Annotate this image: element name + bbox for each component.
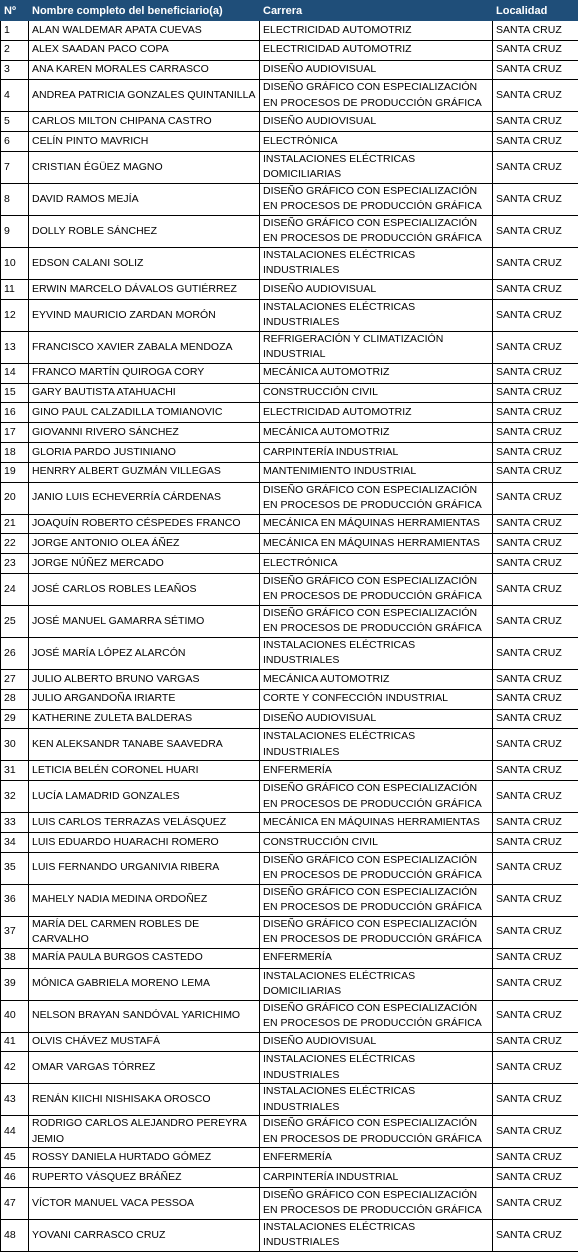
beneficiary-name: EDSON CALANI SOLIZ	[29, 247, 260, 279]
row-number: 30	[1, 729, 29, 761]
career-name: ELECTRÓNICA	[260, 554, 493, 574]
table-row	[1, 40, 578, 60]
beneficiary-name: JOSÉ MANUEL GAMARRA SÉTIMO	[29, 605, 260, 637]
career-name: CARPINTERÍA INDUSTRIAL	[260, 442, 493, 462]
location-name: SANTA CRUZ	[493, 1187, 578, 1219]
row-number: 21	[1, 514, 29, 534]
table-row	[1, 299, 578, 331]
career-name: INSTALACIONES ELÉCTRICAS INDUSTRIALES	[260, 1219, 493, 1251]
career-name: INSTALACIONES ELÉCTRICAS INDUSTRIALES	[260, 247, 493, 279]
table-row	[1, 462, 578, 482]
location-name: SANTA CRUZ	[493, 637, 578, 669]
beneficiary-name: JOAQUÍN ROBERTO CÉSPEDES FRANCO	[29, 514, 260, 534]
table-row	[1, 729, 578, 761]
career-name: ELECTRICIDAD AUTOMOTRIZ	[260, 21, 493, 41]
beneficiary-name: OLVIS CHÁVEZ MUSTAFÁ	[29, 1032, 260, 1052]
beneficiary-name: VÍCTOR MANUEL VACA PESSOA	[29, 1187, 260, 1219]
location-name: SANTA CRUZ	[493, 729, 578, 761]
row-number: 17	[1, 423, 29, 443]
row-number: 4	[1, 80, 29, 112]
table-row	[1, 554, 578, 574]
table-row	[1, 534, 578, 554]
beneficiary-name: MARÍA PAULA BURGOS CASTEDO	[29, 948, 260, 968]
row-number: 36	[1, 884, 29, 916]
beneficiary-name: ALEX SAADAN PACO COPA	[29, 40, 260, 60]
row-number: 47	[1, 1187, 29, 1219]
row-number: 44	[1, 1116, 29, 1148]
table-row	[1, 215, 578, 247]
beneficiary-name: JORGE ANTONIO OLEA ÁÑEZ	[29, 534, 260, 554]
table-row	[1, 363, 578, 383]
table-row	[1, 689, 578, 709]
row-number: 14	[1, 363, 29, 383]
career-name: ENFERMERÍA	[260, 1148, 493, 1168]
location-name: SANTA CRUZ	[493, 132, 578, 152]
career-name: MECÁNICA EN MÁQUINAS HERRAMIENTAS	[260, 534, 493, 554]
beneficiary-name: RENÁN KIICHI NISHISAKA OROSCO	[29, 1084, 260, 1116]
table-row	[1, 1052, 578, 1084]
table-row	[1, 1032, 578, 1052]
career-name: DISEÑO GRÁFICO CON ESPECIALIZACIÓN EN PROCESOS DE PRODUCCIÓN GRÁFICA	[260, 573, 493, 605]
career-name: MECÁNICA AUTOMOTRIZ	[260, 669, 493, 689]
row-number: 5	[1, 112, 29, 132]
beneficiary-name: MAHELY NADIA MEDINA ORDOÑEZ	[29, 884, 260, 916]
table-row	[1, 948, 578, 968]
header-name: Nombre completo del beneficiario(a)	[29, 1, 260, 21]
location-name: SANTA CRUZ	[493, 40, 578, 60]
row-number: 46	[1, 1168, 29, 1188]
location-name: SANTA CRUZ	[493, 916, 578, 948]
location-name: SANTA CRUZ	[493, 299, 578, 331]
beneficiary-name: ANA KAREN MORALES CARRASCO	[29, 60, 260, 80]
career-name: ELECTRÓNICA	[260, 132, 493, 152]
row-number: 25	[1, 605, 29, 637]
location-name: SANTA CRUZ	[493, 279, 578, 299]
location-name: SANTA CRUZ	[493, 781, 578, 813]
row-number: 29	[1, 709, 29, 729]
location-name: SANTA CRUZ	[493, 403, 578, 423]
table-row	[1, 183, 578, 215]
row-number: 38	[1, 948, 29, 968]
location-name: SANTA CRUZ	[493, 813, 578, 833]
career-name: INSTALACIONES ELÉCTRICAS INDUSTRIALES	[260, 1084, 493, 1116]
row-number: 45	[1, 1148, 29, 1168]
location-name: SANTA CRUZ	[493, 1000, 578, 1032]
career-name: DISEÑO GRÁFICO CON ESPECIALIZACIÓN EN PROCESOS DE PRODUCCIÓN GRÁFICA	[260, 916, 493, 948]
location-name: SANTA CRUZ	[493, 534, 578, 554]
location-name: SANTA CRUZ	[493, 761, 578, 781]
career-name: DISEÑO AUDIOVISUAL	[260, 279, 493, 299]
beneficiary-name: HENRRY ALBERT GUZMÁN VILLEGAS	[29, 462, 260, 482]
career-name: CORTE Y CONFECCIÓN INDUSTRIAL	[260, 689, 493, 709]
beneficiary-name: JOSÉ CARLOS ROBLES LEAÑOS	[29, 573, 260, 605]
career-name: ENFERMERÍA	[260, 948, 493, 968]
beneficiary-name: LETICIA BELÉN CORONEL HUARI	[29, 761, 260, 781]
career-name: ENFERMERÍA	[260, 761, 493, 781]
location-name: SANTA CRUZ	[493, 605, 578, 637]
career-name: CONSTRUCCIÓN CIVIL	[260, 383, 493, 403]
location-name: SANTA CRUZ	[493, 1052, 578, 1084]
career-name: DISEÑO GRÁFICO CON ESPECIALIZACIÓN EN PROCESOS DE PRODUCCIÓN GRÁFICA	[260, 1187, 493, 1219]
location-name: SANTA CRUZ	[493, 383, 578, 403]
beneficiary-name: GLORIA PARDO JUSTINIANO	[29, 442, 260, 462]
table-row	[1, 1084, 578, 1116]
table-row	[1, 916, 578, 948]
header-number: Nº	[1, 1, 29, 21]
row-number: 35	[1, 852, 29, 884]
row-number: 34	[1, 832, 29, 852]
table-row	[1, 884, 578, 916]
career-name: INSTALACIONES ELÉCTRICAS INDUSTRIALES	[260, 729, 493, 761]
location-name: SANTA CRUZ	[493, 1168, 578, 1188]
beneficiary-name: KEN ALEKSANDR TANABE SAAVEDRA	[29, 729, 260, 761]
location-name: SANTA CRUZ	[493, 331, 578, 363]
row-number: 9	[1, 215, 29, 247]
row-number: 20	[1, 482, 29, 514]
table-row	[1, 1168, 578, 1188]
career-name: DISEÑO GRÁFICO CON ESPECIALIZACIÓN EN PROCESOS DE PRODUCCIÓN GRÁFICA	[260, 1116, 493, 1148]
table-row	[1, 21, 578, 41]
table-row	[1, 605, 578, 637]
row-number: 32	[1, 781, 29, 813]
career-name: MANTENIMIENTO INDUSTRIAL	[260, 462, 493, 482]
career-name: CARPINTERÍA INDUSTRIAL	[260, 1168, 493, 1188]
table-row	[1, 832, 578, 852]
location-name: SANTA CRUZ	[493, 247, 578, 279]
beneficiary-name: GARY BAUTISTA ATAHUACHI	[29, 383, 260, 403]
career-name: MECÁNICA AUTOMOTRIZ	[260, 363, 493, 383]
row-number: 42	[1, 1052, 29, 1084]
location-name: SANTA CRUZ	[493, 1084, 578, 1116]
career-name: DISEÑO GRÁFICO CON ESPECIALIZACIÓN EN PROCESOS DE PRODUCCIÓN GRÁFICA	[260, 1000, 493, 1032]
location-name: SANTA CRUZ	[493, 514, 578, 534]
table-row	[1, 709, 578, 729]
table-row	[1, 1000, 578, 1032]
header-row	[1, 1, 578, 21]
table-body	[1, 21, 578, 1252]
beneficiary-name: JULIO ALBERTO BRUNO VARGAS	[29, 669, 260, 689]
row-number: 27	[1, 669, 29, 689]
career-name: INSTALACIONES ELÉCTRICAS INDUSTRIALES	[260, 637, 493, 669]
header-location: Localidad	[493, 1, 578, 21]
row-number: 15	[1, 383, 29, 403]
beneficiary-name: JORGE NÚÑEZ MERCADO	[29, 554, 260, 574]
career-name: INSTALACIONES ELÉCTRICAS DOMICILIARIAS	[260, 968, 493, 1000]
location-name: SANTA CRUZ	[493, 482, 578, 514]
row-number: 48	[1, 1219, 29, 1251]
table-row	[1, 813, 578, 833]
table-row	[1, 514, 578, 534]
row-number: 22	[1, 534, 29, 554]
location-name: SANTA CRUZ	[493, 1032, 578, 1052]
beneficiary-name: OMAR VARGAS TÓRREZ	[29, 1052, 260, 1084]
career-name: DISEÑO GRÁFICO CON ESPECIALIZACIÓN EN PROCESOS DE PRODUCCIÓN GRÁFICA	[260, 781, 493, 813]
row-number: 11	[1, 279, 29, 299]
table-row	[1, 1187, 578, 1219]
beneficiary-name: ANDREA PATRICIA GONZALES QUINTANILLA	[29, 80, 260, 112]
beneficiary-name: ALAN WALDEMAR APATA CUEVAS	[29, 21, 260, 41]
beneficiary-name: JULIO ARGANDOÑA IRIARTE	[29, 689, 260, 709]
row-number: 26	[1, 637, 29, 669]
beneficiary-name: LUIS CARLOS TERRAZAS VELÁSQUEZ	[29, 813, 260, 833]
table-row	[1, 852, 578, 884]
beneficiary-name: MÓNICA GABRIELA MORENO LEMA	[29, 968, 260, 1000]
row-number: 7	[1, 151, 29, 183]
career-name: DISEÑO GRÁFICO CON ESPECIALIZACIÓN EN PROCESOS DE PRODUCCIÓN GRÁFICA	[260, 605, 493, 637]
beneficiary-name: CRISTIAN ÉGÜEZ MAGNO	[29, 151, 260, 183]
table-row	[1, 968, 578, 1000]
location-name: SANTA CRUZ	[493, 442, 578, 462]
row-number: 31	[1, 761, 29, 781]
beneficiary-name: GIOVANNI RIVERO SÁNCHEZ	[29, 423, 260, 443]
career-name: DISEÑO AUDIOVISUAL	[260, 1032, 493, 1052]
row-number: 23	[1, 554, 29, 574]
career-name: MECÁNICA EN MÁQUINAS HERRAMIENTAS	[260, 514, 493, 534]
beneficiary-name: CELÍN PINTO MAVRICH	[29, 132, 260, 152]
beneficiary-name: LUCÍA LAMADRID GONZALES	[29, 781, 260, 813]
table-row	[1, 482, 578, 514]
location-name: SANTA CRUZ	[493, 669, 578, 689]
location-name: SANTA CRUZ	[493, 423, 578, 443]
table-row	[1, 331, 578, 363]
beneficiary-name: FRANCO MARTÍN QUIROGA CORY	[29, 363, 260, 383]
row-number: 8	[1, 183, 29, 215]
table-row	[1, 637, 578, 669]
location-name: SANTA CRUZ	[493, 183, 578, 215]
career-name: DISEÑO AUDIOVISUAL	[260, 60, 493, 80]
beneficiary-name: LUIS EDUARDO HUARACHI ROMERO	[29, 832, 260, 852]
location-name: SANTA CRUZ	[493, 1116, 578, 1148]
row-number: 2	[1, 40, 29, 60]
table-row	[1, 669, 578, 689]
beneficiary-name: DAVID RAMOS MEJÍA	[29, 183, 260, 215]
beneficiary-name: NELSON BRAYAN SANDÓVAL YARICHIMO	[29, 1000, 260, 1032]
career-name: INSTALACIONES ELÉCTRICAS DOMICILIARIAS	[260, 151, 493, 183]
location-name: SANTA CRUZ	[493, 554, 578, 574]
career-name: MECÁNICA EN MÁQUINAS HERRAMIENTAS	[260, 813, 493, 833]
location-name: SANTA CRUZ	[493, 832, 578, 852]
career-name: DISEÑO GRÁFICO CON ESPECIALIZACIÓN EN PROCESOS DE PRODUCCIÓN GRÁFICA	[260, 80, 493, 112]
location-name: SANTA CRUZ	[493, 1219, 578, 1251]
table-row	[1, 423, 578, 443]
beneficiary-name: LUIS FERNANDO URGANIVIA RIBERA	[29, 852, 260, 884]
beneficiary-name: FRANCISCO XAVIER ZABALA MENDOZA	[29, 331, 260, 363]
career-name: MECÁNICA AUTOMOTRIZ	[260, 423, 493, 443]
row-number: 10	[1, 247, 29, 279]
location-name: SANTA CRUZ	[493, 968, 578, 1000]
location-name: SANTA CRUZ	[493, 884, 578, 916]
beneficiary-name: ROSSY DANIELA HURTADO GÓMEZ	[29, 1148, 260, 1168]
location-name: SANTA CRUZ	[493, 21, 578, 41]
career-name: DISEÑO GRÁFICO CON ESPECIALIZACIÓN EN PROCESOS DE PRODUCCIÓN GRÁFICA	[260, 884, 493, 916]
location-name: SANTA CRUZ	[493, 363, 578, 383]
header-career: Carrera	[260, 1, 493, 21]
location-name: SANTA CRUZ	[493, 948, 578, 968]
table-row	[1, 1116, 578, 1148]
row-number: 13	[1, 331, 29, 363]
career-name: CONSTRUCCIÓN CIVIL	[260, 832, 493, 852]
row-number: 3	[1, 60, 29, 80]
beneficiary-name: CARLOS MILTON CHIPANA CASTRO	[29, 112, 260, 132]
career-name: DISEÑO GRÁFICO CON ESPECIALIZACIÓN EN PROCESOS DE PRODUCCIÓN GRÁFICA	[260, 215, 493, 247]
row-number: 41	[1, 1032, 29, 1052]
row-number: 24	[1, 573, 29, 605]
location-name: SANTA CRUZ	[493, 709, 578, 729]
career-name: DISEÑO GRÁFICO CON ESPECIALIZACIÓN EN PROCESOS DE PRODUCCIÓN GRÁFICA	[260, 482, 493, 514]
career-name: ELECTRICIDAD AUTOMOTRIZ	[260, 40, 493, 60]
row-number: 19	[1, 462, 29, 482]
beneficiary-name: RODRIGO CARLOS ALEJANDRO PEREYRA JEMIO	[29, 1116, 260, 1148]
beneficiary-name: JOSÉ MARÍA LÓPEZ ALARCÓN	[29, 637, 260, 669]
career-name: INSTALACIONES ELÉCTRICAS INDUSTRIALES	[260, 299, 493, 331]
location-name: SANTA CRUZ	[493, 462, 578, 482]
table-row	[1, 761, 578, 781]
table-row	[1, 383, 578, 403]
location-name: SANTA CRUZ	[493, 151, 578, 183]
location-name: SANTA CRUZ	[493, 1148, 578, 1168]
location-name: SANTA CRUZ	[493, 689, 578, 709]
table-row	[1, 132, 578, 152]
career-name: DISEÑO AUDIOVISUAL	[260, 112, 493, 132]
career-name: DISEÑO AUDIOVISUAL	[260, 709, 493, 729]
location-name: SANTA CRUZ	[493, 112, 578, 132]
row-number: 16	[1, 403, 29, 423]
career-name: ELECTRICIDAD AUTOMOTRIZ	[260, 403, 493, 423]
row-number: 6	[1, 132, 29, 152]
table-row	[1, 60, 578, 80]
row-number: 37	[1, 916, 29, 948]
row-number: 18	[1, 442, 29, 462]
beneficiary-name: RUPERTO VÁSQUEZ BRÁÑEZ	[29, 1168, 260, 1188]
location-name: SANTA CRUZ	[493, 80, 578, 112]
beneficiary-name: YOVANI CARRASCO CRUZ	[29, 1219, 260, 1251]
row-number: 28	[1, 689, 29, 709]
beneficiary-name: MARÍA DEL CARMEN ROBLES DE CARVALHO	[29, 916, 260, 948]
table-row	[1, 442, 578, 462]
career-name: INSTALACIONES ELÉCTRICAS INDUSTRIALES	[260, 1052, 493, 1084]
career-name: DISEÑO GRÁFICO CON ESPECIALIZACIÓN EN PROCESOS DE PRODUCCIÓN GRÁFICA	[260, 183, 493, 215]
beneficiary-name: ERWIN MARCELO DÁVALOS GUTIÉRREZ	[29, 279, 260, 299]
row-number: 12	[1, 299, 29, 331]
beneficiary-name: JANIO LUIS ECHEVERRÍA CÁRDENAS	[29, 482, 260, 514]
beneficiary-name: KATHERINE ZULETA BALDERAS	[29, 709, 260, 729]
row-number: 40	[1, 1000, 29, 1032]
location-name: SANTA CRUZ	[493, 60, 578, 80]
beneficiary-name: GINO PAUL CALZADILLA TOMIANOVIC	[29, 403, 260, 423]
table-row	[1, 112, 578, 132]
career-name: DISEÑO GRÁFICO CON ESPECIALIZACIÓN EN PROCESOS DE PRODUCCIÓN GRÁFICA	[260, 852, 493, 884]
table-row	[1, 781, 578, 813]
table-header	[1, 1, 578, 21]
table-row	[1, 403, 578, 423]
location-name: SANTA CRUZ	[493, 573, 578, 605]
location-name: SANTA CRUZ	[493, 215, 578, 247]
location-name: SANTA CRUZ	[493, 852, 578, 884]
row-number: 43	[1, 1084, 29, 1116]
beneficiary-name: EYVIND MAURICIO ZARDAN MORÓN	[29, 299, 260, 331]
career-name: REFRIGERACIÓN Y CLIMATIZACIÓN INDUSTRIAL	[260, 331, 493, 363]
beneficiary-name: DOLLY ROBLE SÁNCHEZ	[29, 215, 260, 247]
table-row	[1, 1219, 578, 1251]
row-number: 39	[1, 968, 29, 1000]
row-number: 33	[1, 813, 29, 833]
row-number: 1	[1, 21, 29, 41]
table-row	[1, 80, 578, 112]
table-row	[1, 151, 578, 183]
table-row	[1, 247, 578, 279]
table-row	[1, 573, 578, 605]
table-row	[1, 279, 578, 299]
